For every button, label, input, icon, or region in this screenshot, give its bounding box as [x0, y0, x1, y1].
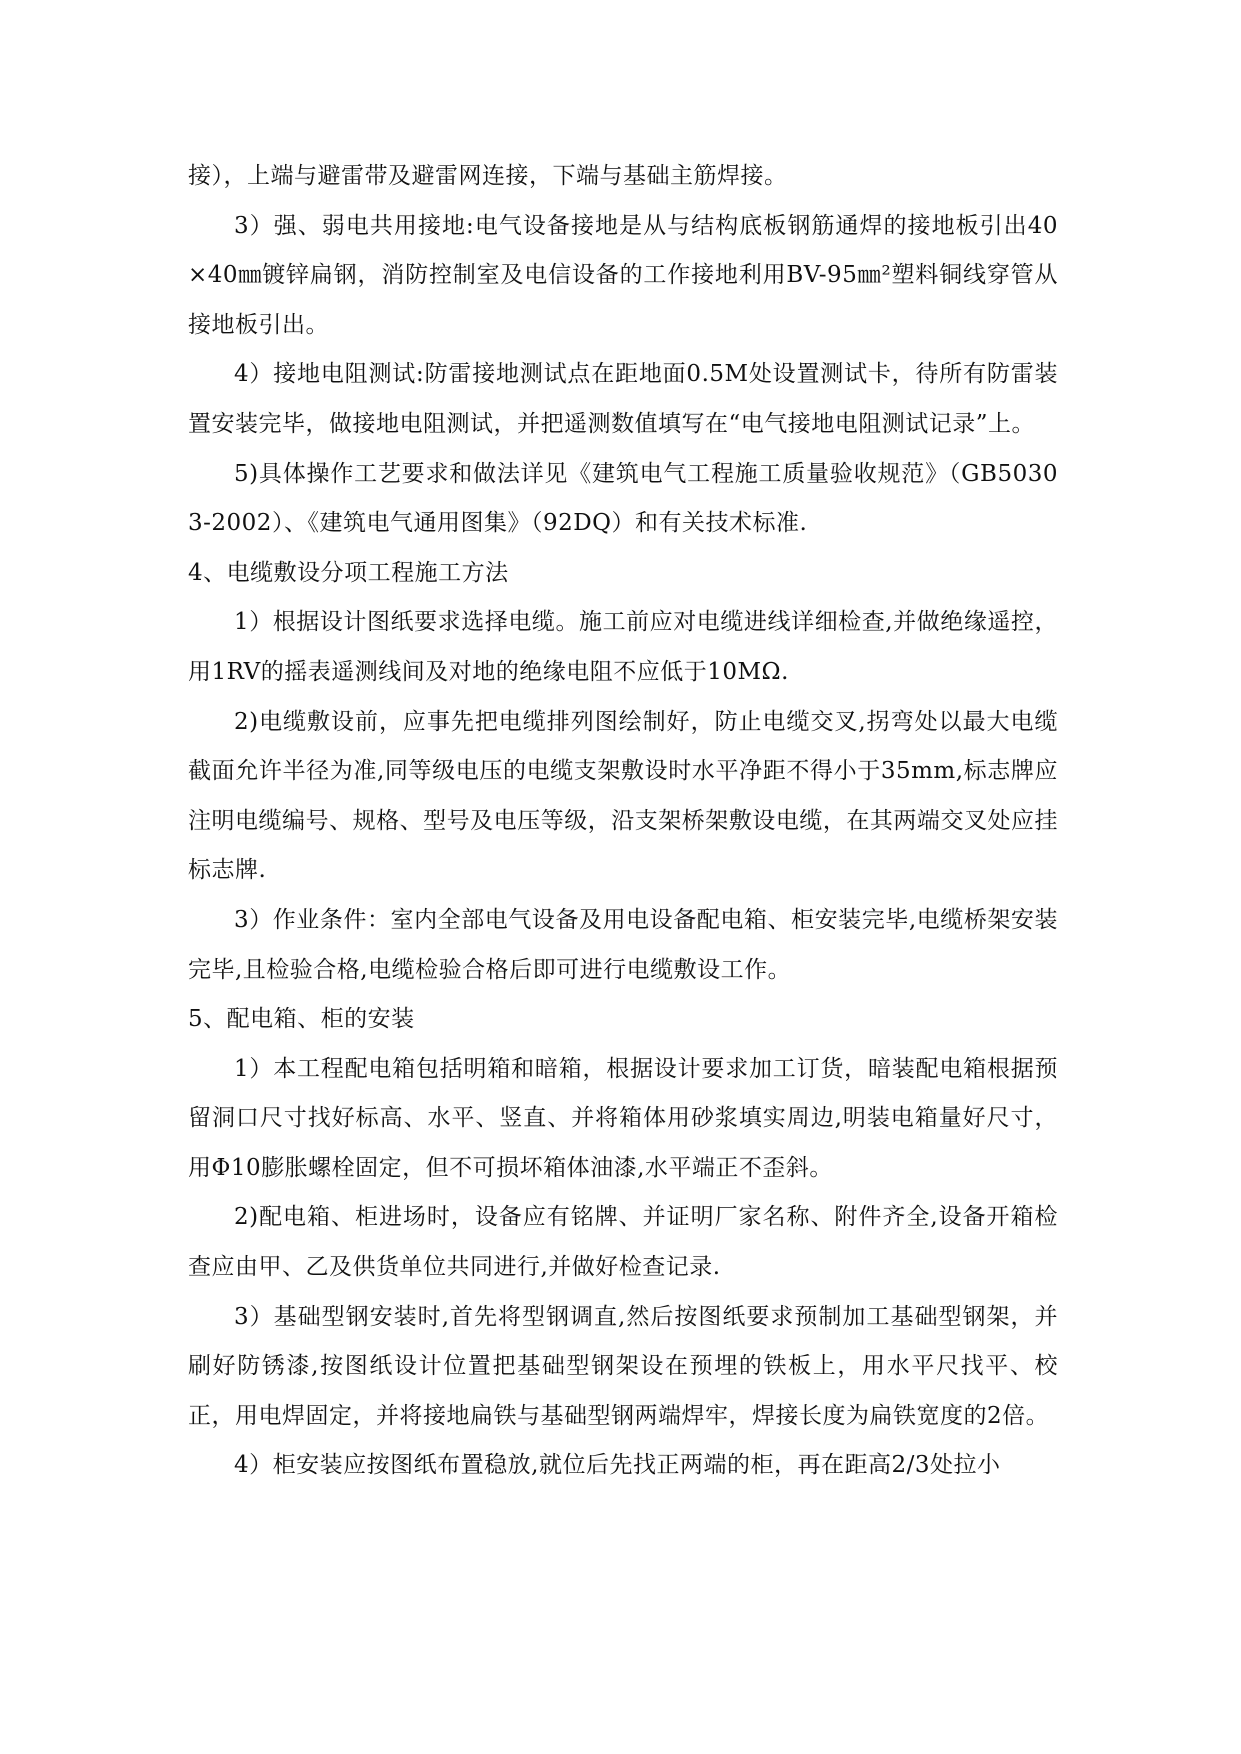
document-body — [188, 152, 1058, 1491]
paragraph-item-5-1: 1）本工程配电箱包括明箱和暗箱，根据设计要求加工订货，暗装配电箱根据预留洞口尺寸找好标高、水平、竖直、并将箱体用砂浆填实周边,明装电箱量好尺寸，用Φ10膨胀螺栓固定，但不可损坏箱体油漆,水平端正不歪斜。 — [188, 1055, 1058, 1181]
paragraph-item-3-3: 3）强、弱电共用接地:电气设备接地是从与结构底板钢筋通焊的接地板引出40×40㎜镀锌扁钢，消防控制室及电信设备的工作接地利用BV-95㎜²塑料铜线穿管从接地板引出。 — [188, 212, 1058, 338]
paragraph-continuation: 接），上端与避雷带及避雷网连接，下端与基础主筋焊接。 — [188, 163, 788, 189]
paragraph-item-5-2: 2)配电箱、柜进场时，设备应有铭牌、并证明厂家名称、附件齐全,设备开箱检查应由甲、乙及供货单位共同进行,并做好检查记录. — [188, 1204, 1058, 1281]
paragraph-item-4-3: 3）作业条件：室内全部电气设备及用电设备配电箱、柜安装完毕,电缆桥架安装完毕,且检验合格,电缆检验合格后即可进行电缆敷设工作。 — [188, 906, 1058, 983]
paragraph-item-4-1: 1）根据设计图纸要求选择电缆。施工前应对电缆进线详细检查,并做绝缘遥控，用1RV的摇表遥测线间及对地的绝缘电阻不应低于10MΩ. — [188, 609, 1058, 685]
paragraph-item-5-4: 4）柜安装应按图纸布置稳放,就位后先找正两端的柜，再在距高2/3处拉小 — [234, 1452, 1001, 1479]
paragraph-item-3-4: 4）接地电阻测试:防雷接地测试点在距地面0.5M处设置测试卡，待所有防雷装置安装完毕，做接地电阻测试，并把遥测数值填写在“电气接地电阻测试记录”上。 — [188, 361, 1058, 437]
paragraph-item-3-5: 5)具体操作工艺要求和做法详见《建筑电气工程施工质量验收规范》（GB50303-2002）、《建筑电气通用图集》（92DQ）和有关技术标准. — [188, 460, 1058, 537]
section-heading-5: 5、配电箱、柜的安装 — [188, 1006, 415, 1033]
paragraph-item-4-2: 2)电缆敷设前，应事先把电缆排列图绘制好，防止电缆交叉,拐弯处以最大电缆截面允许半径为准,同等级电压的电缆支架敷设时水平净距不得小于35mm,标志牌应注明电缆编号、规格、型号及电压等级，沿支架桥架敷设电缆，在其两端交叉处应挂标志牌. — [188, 708, 1058, 884]
section-heading-4: 4、电缆敷设分项工程施工方法 — [188, 559, 509, 586]
paragraph-item-5-3: 3）基础型钢安装时,首先将型钢调直,然后按图纸要求预制加工基础型钢架，并刷好防锈漆,按图纸设计位置把基础型钢架设在预埋的铁板上，用水平尺找平、校正，用电焊固定，并将接地扁铁与基础型钢两端焊牢，焊接长度为扁铁宽度的2倍。 — [188, 1303, 1058, 1429]
